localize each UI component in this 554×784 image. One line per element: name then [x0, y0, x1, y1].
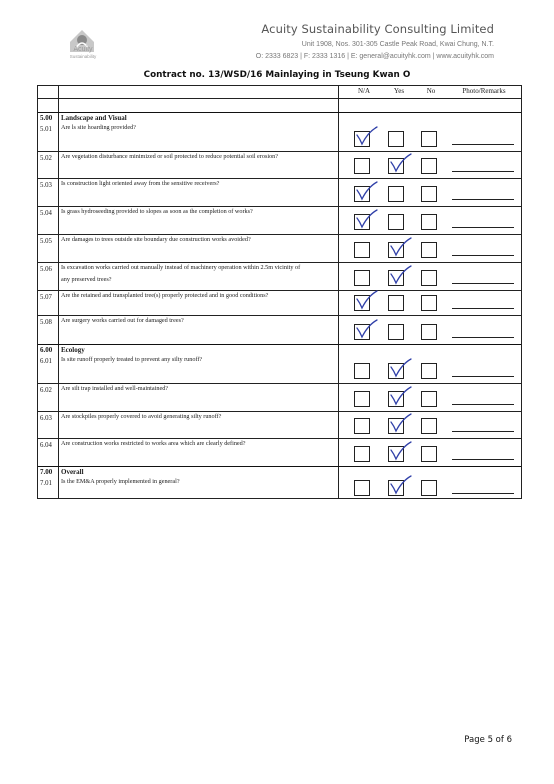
- remarks-line[interactable]: [452, 199, 514, 200]
- remarks-line[interactable]: [452, 376, 514, 377]
- check-mark-icon: [355, 126, 379, 146]
- item-question-text-cont: any preserved trees?: [61, 276, 112, 283]
- item-number: 5.07: [40, 294, 52, 301]
- remarks-line[interactable]: [452, 227, 514, 228]
- remarks-line[interactable]: [452, 431, 514, 432]
- item-question-text: Are silt trap installed and well-maintained?: [61, 385, 169, 392]
- item-question: [61, 206, 331, 218]
- col-header-yes: Yes: [393, 87, 405, 95]
- checkbox-yes[interactable]: [388, 131, 404, 147]
- remarks-line[interactable]: [452, 283, 514, 284]
- check-mark-icon: [389, 237, 413, 257]
- remarks-line[interactable]: [452, 255, 514, 256]
- item-question-text: Are the retained and transplanted tree(s) properly protected and in good conditions?: [61, 292, 269, 299]
- remarks-line[interactable]: [452, 171, 514, 172]
- col-header-na: N/A: [357, 87, 371, 95]
- checklist-row: [38, 411, 521, 422]
- check-mark-icon: [389, 475, 413, 495]
- checkbox-na[interactable]: [354, 418, 370, 434]
- checklist-row: [38, 234, 521, 245]
- checkbox-yes[interactable]: [388, 214, 404, 230]
- checkbox-na[interactable]: [354, 391, 370, 407]
- item-number: 5.02: [40, 155, 52, 162]
- check-mark-icon: [389, 265, 413, 285]
- checklist-row: [38, 178, 521, 189]
- checkbox-no[interactable]: [421, 158, 437, 174]
- item-question: [61, 151, 331, 163]
- item-number: 6.03: [40, 415, 52, 422]
- col-header-remarks: Photo/Remarks: [462, 87, 506, 95]
- item-question-text: Is the EM&A properly implemented in general?: [61, 478, 180, 485]
- item-question-text: Is grass hydroseeding provided to slopes as soon as the completion of works?: [61, 208, 253, 215]
- checkbox-na[interactable]: [354, 363, 370, 379]
- item-question-text: Are surgery works carried out for damaged trees?: [61, 317, 184, 324]
- section-title: Landscape and Visual: [61, 114, 127, 122]
- page-number: Page 5 of 6: [464, 735, 512, 745]
- checkbox-na[interactable]: [354, 270, 370, 286]
- section-number: 5.00: [40, 114, 53, 122]
- item-question: [61, 315, 331, 327]
- check-mark-icon: [389, 386, 413, 406]
- checkbox-no[interactable]: [421, 270, 437, 286]
- checkbox-no[interactable]: [421, 186, 437, 202]
- item-question-text: Is excavation works carried out manually instead of machinery operation within 2.5m vicinity of: [61, 264, 301, 271]
- checklist-table: [37, 85, 522, 499]
- checklist-row: [38, 262, 521, 283]
- check-mark-icon: [389, 358, 413, 378]
- checkbox-yes[interactable]: [388, 295, 404, 311]
- checkbox-no[interactable]: [421, 214, 437, 230]
- remarks-line[interactable]: [452, 144, 514, 145]
- item-question: [61, 122, 331, 134]
- item-question: [61, 438, 331, 450]
- contract-title: Contract no. 13/WSD/16 Mainlaying in Tseung Kwan O: [143, 70, 411, 80]
- check-mark-icon: [389, 441, 413, 461]
- company-contact: O: 2333 6823 | F: 2333 1316 | E: general@acuityhk.com | www.acuityhk.com: [255, 53, 494, 60]
- checkbox-na[interactable]: [354, 480, 370, 496]
- checklist-row: [38, 383, 521, 394]
- checkbox-no[interactable]: [421, 242, 437, 258]
- remarks-line[interactable]: [452, 308, 514, 309]
- item-question: [61, 178, 331, 190]
- check-mark-icon: [355, 209, 379, 229]
- divider: [58, 86, 59, 498]
- check-mark-icon: [355, 319, 379, 339]
- checklist-row: [38, 290, 521, 301]
- checklist-row: [38, 438, 521, 449]
- company-name: Acuity Sustainability Consulting Limited: [261, 22, 494, 36]
- item-number: 5.06: [40, 266, 52, 273]
- checkbox-no[interactable]: [421, 446, 437, 462]
- check-mark-icon: [355, 290, 379, 310]
- checkbox-na[interactable]: [354, 158, 370, 174]
- checklist-row: [38, 206, 521, 217]
- item-number: 5.05: [40, 238, 52, 245]
- checkbox-no[interactable]: [421, 131, 437, 147]
- checkbox-yes[interactable]: [388, 324, 404, 340]
- logo-name: Acuity: [73, 46, 93, 53]
- checkbox-na[interactable]: [354, 446, 370, 462]
- item-question: [61, 290, 331, 302]
- item-question-text: Is site runoff properly treated to prevent any silty runoff?: [61, 356, 203, 363]
- item-question: [61, 354, 331, 366]
- item-question: [61, 476, 331, 488]
- company-address: Unit 1908, Nos. 301-305 Castle Peak Road, Kwai Chung, N.T.: [301, 41, 494, 48]
- section-number: 6.00: [40, 346, 53, 354]
- item-question-text: Are ls site hoarding provided?: [61, 124, 136, 131]
- item-number: 6.01: [40, 358, 52, 365]
- checkbox-yes[interactable]: [388, 186, 404, 202]
- section-title: Ecology: [61, 346, 85, 354]
- item-question: [61, 234, 331, 246]
- logo-subtitle: Sustainability: [69, 54, 97, 59]
- item-question: [61, 383, 331, 395]
- item-number: 5.03: [40, 182, 52, 189]
- checkbox-no[interactable]: [421, 324, 437, 340]
- checklist-row: [38, 315, 521, 326]
- remarks-line[interactable]: [452, 459, 514, 460]
- item-number: 5.08: [40, 319, 52, 326]
- section-header-row: [38, 112, 521, 122]
- remarks-line[interactable]: [452, 337, 514, 338]
- checkbox-na[interactable]: [354, 242, 370, 258]
- item-number: 5.04: [40, 210, 52, 217]
- item-number: 7.01: [40, 480, 52, 487]
- section-title: Overall: [61, 468, 84, 476]
- check-mark-icon: [355, 181, 379, 201]
- checkbox-no[interactable]: [421, 363, 437, 379]
- table-header: [38, 86, 521, 99]
- item-question-text: Are construction works restricted to works area which are clearly defined?: [61, 440, 246, 447]
- item-question-text: Is construction light oriented away from the sensitive receivers?: [61, 180, 220, 187]
- item-question-text: Are vegetation disturbance minimized or soil protected to reduce potential soil erosion?: [61, 153, 279, 160]
- remarks-line[interactable]: [452, 493, 514, 494]
- checkbox-no[interactable]: [421, 418, 437, 434]
- checklist-row: [38, 151, 521, 162]
- item-question: [61, 262, 331, 286]
- checkbox-no[interactable]: [421, 295, 437, 311]
- logo-wordmark: [58, 46, 108, 60]
- item-number: 5.01: [40, 126, 52, 133]
- item-number: 6.02: [40, 387, 52, 394]
- section-header-row: [38, 344, 521, 354]
- checkbox-no[interactable]: [421, 480, 437, 496]
- acuity-logo: [52, 18, 112, 68]
- check-mark-icon: [389, 153, 413, 173]
- item-question: [61, 411, 331, 423]
- col-header-no: No: [426, 87, 436, 95]
- remarks-line[interactable]: [452, 404, 514, 405]
- check-mark-icon: [389, 413, 413, 433]
- section-header-row: [38, 466, 521, 476]
- item-question-text: Are damages to trees outside site boundary due construction works avoided?: [61, 236, 251, 243]
- item-number: 6.04: [40, 442, 52, 449]
- divider: [338, 86, 339, 498]
- checkbox-no[interactable]: [421, 391, 437, 407]
- item-question-text: Are stockpiles properly covered to avoid generating silty runoff?: [61, 413, 222, 420]
- section-number: 7.00: [40, 468, 53, 476]
